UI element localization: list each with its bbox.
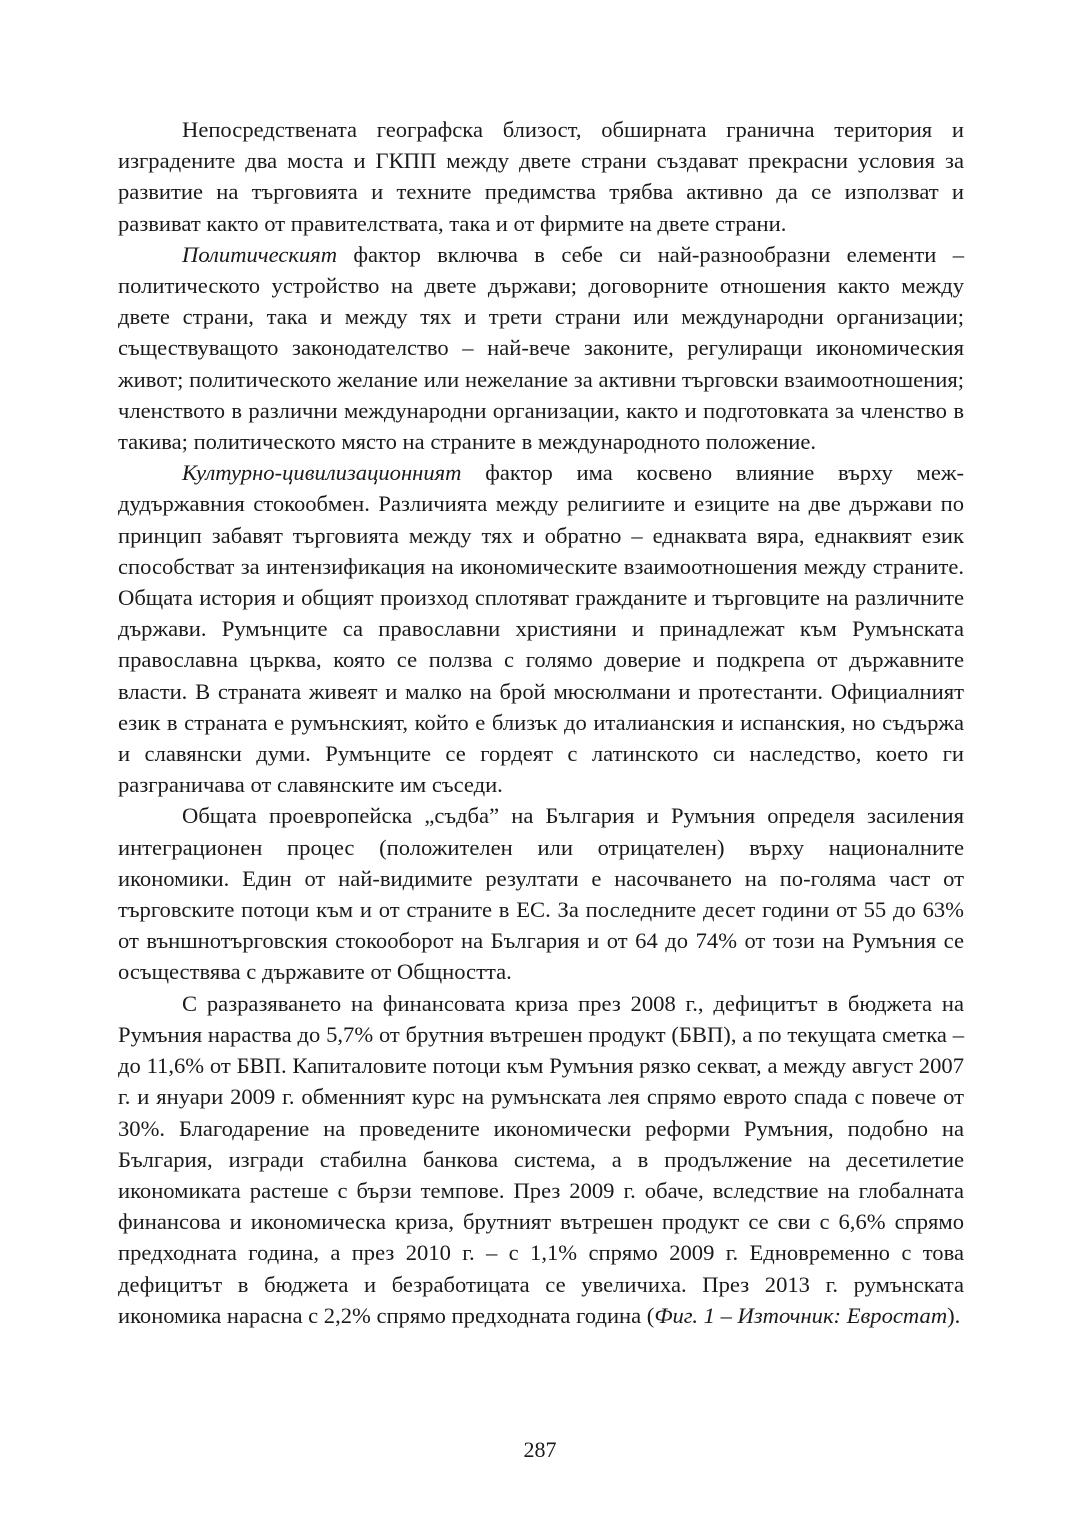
paragraph-text: С разразяването на финансовата криза през 2008 г., дефицитът в бюджета на Румъния нараства до 5,7% от брутния вътрешен продукт (БВП), а по текущата сметка – до 11,6% от БВП. Капиталовите потоци към Румъния рязко секват, а между август 2007 г. и януари 2009 г. обменният курс на румънската лея спрямо еврото спада с повече от 30%. Благодарение на проведените икономически реформи Румъния, подобно на България, изгради стабилна банкова система, а в продължение на десетилетие икономиката растеше с бързи темпове. През 2009 г. обаче, вследствие на глобалната финансова и икономическа криза, брутният вътрешен продукт се сви с 6,6% спрямо предходната година, а през 2010 г. – с 1,1% спрямо 2009 г. Едновременно с това дефицитът в бюджета и безработицата се увеличиха. През 2013 г. румънската икономика нарасна с 2,2% спрямо предходната година (: [118, 990, 964, 1328]
paragraph-geography: [118, 114, 964, 239]
figure-reference: Фиг. 1 – Източник: Евростат: [654, 1302, 948, 1328]
paragraph-cultural-factor: [118, 457, 964, 800]
paragraph-financial-crisis: [118, 988, 964, 1331]
italic-term: Политическият: [182, 241, 338, 267]
paragraph-european-fate: [118, 800, 964, 987]
paragraph-text: фактор включва в себе си най-разнообразни елементи – политическото устройство на двете държави; договорните отношения както между двете страни, така и между тях и трети страни или международни организации; съществуващото законодателство – най-вече законите, регулиращи икономическия живот; политическото желание или нежелание за активни търговски взаимоотношения; членството в различни международни организации, както и подготовката за членство в такива; политическото място на страните в международното положение.: [118, 241, 964, 455]
page-number: 287: [523, 1437, 557, 1462]
page-body: [118, 114, 964, 1331]
paragraph-text: ).: [947, 1302, 961, 1328]
paragraph-text: фактор има косвено влияние върху междудържавния стокообмен. Различията между религиите и езиците на две държави по принцип забавят търговията между тях и обратно – еднаквата вяра, еднаквият език способстват за интензификация на икономическите взаимоотношения между страните. Общата история и общият произход сплотяват гражданите и търговците на различните държави. Румънците са православни християни и принадлежат към Румънската православна църква, която се ползва с голямо доверие и подкрепа от държавните власти. В страната живеят и малко на брой мюсюлмани и протестанти. Официалният език в страната е румънският, който е близък до италианския и испанския, но съдържа и славянски думи. Румънците се гордеят с латинското си наследство, което ги разграничава от славянските им съседи.: [118, 460, 964, 798]
paragraph-political-factor: [118, 239, 964, 457]
paragraph-text: Общата проевропейска „съдба” на България и Румъния определя засиления интеграционен процес (положителен или отрицателен) върху националните икономики. Един от най-видимите резултати е насочването на по-голяма част от търговските потоци към и от страните в ЕС. За последните десет години от 55 до 63% от външнотърговския стокооборот на България и от 64 до 74% от този на Румъния се осъществява с държавите от Общността.: [118, 803, 964, 985]
italic-term: Културно-цивилизационният: [182, 460, 462, 486]
paragraph-text: Непосредствената географска близост, обширната гранична територия и изградените два моста и ГКПП между двете страни създават прекрасни условия за развитие на търговията и техните предимства трябва активно да се използват и развиват както от правителствата, така и от фирмите на двете страни.: [118, 117, 964, 236]
